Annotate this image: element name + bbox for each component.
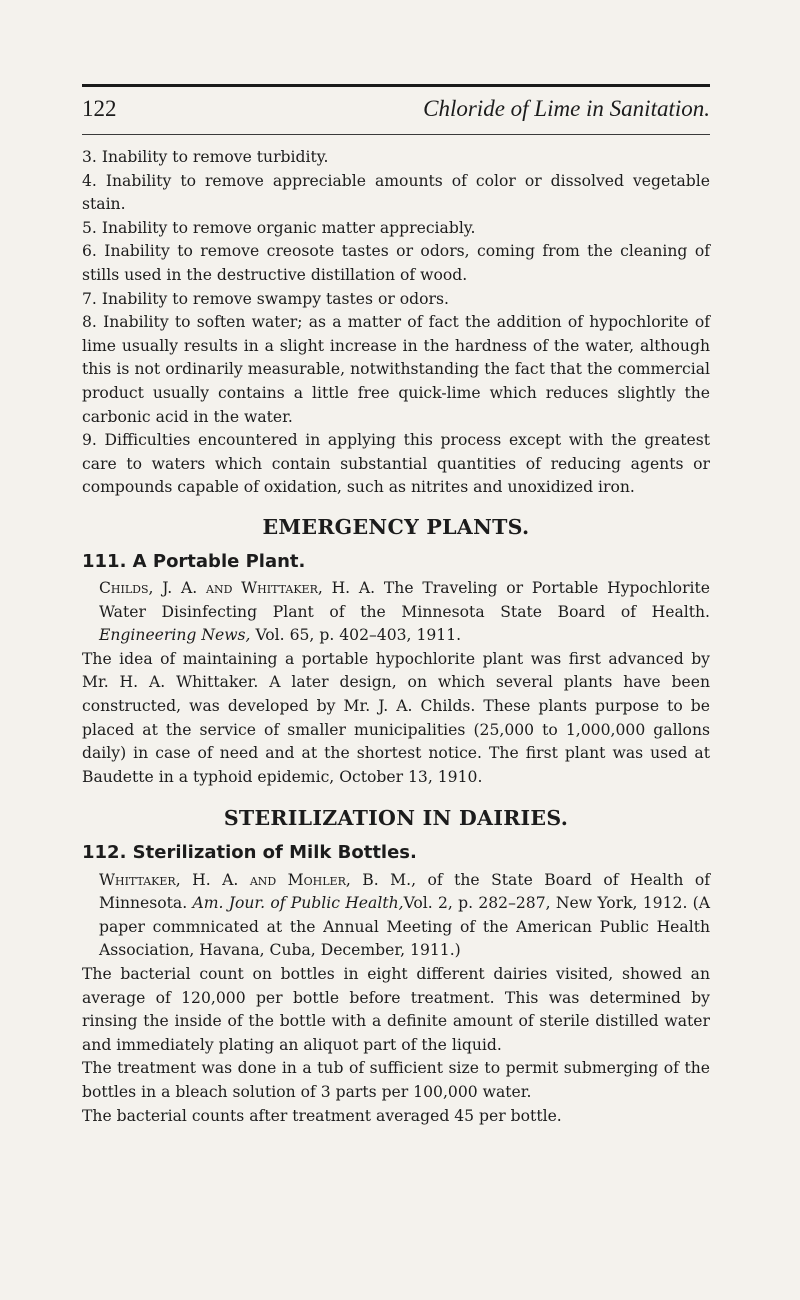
reference-authors: Whittaker, H. A. and Mohler, B. M., — [99, 870, 417, 889]
body-paragraph: The bacterial counts after treatment averaged 45 per bottle. — [82, 1106, 562, 1125]
list-item: 9. Difficulties encountered in applying this process except with the greatest care to waters which contain substantial quantities of reducing agents or compounds capable of oxidation, such as nitrites and unoxidized iron. — [82, 431, 710, 497]
list-item: 8. Inability to soften water; as a matter of fact the addition of hypochlorite of lime usually results in a slight increase in the hardness of the water, although this is not ordinarily measurable, notwithstanding the fact that the commercial product usually contains a little free quick-lime which reduces slightly the carbonic acid in the water. — [82, 313, 710, 426]
list-item: 6. Inability to remove creosote tastes or odors, coming from the cleaning of stills used in the destructive distillation of wood. — [82, 242, 710, 284]
page-content — [82, 146, 710, 1128]
page-number: 122 — [82, 96, 117, 121]
header-bottom-rule — [82, 134, 710, 135]
section-heading-emergency-plants: EMERGENCY PLANTS. — [262, 514, 530, 539]
running-title: Chloride of Lime in Sanitation. — [423, 96, 710, 121]
list-item: 4. Inability to remove appreciable amounts of color or dissolved vegetable stain. — [82, 171, 710, 214]
list-item: 3. Inability to remove turbidity. — [82, 148, 329, 166]
section-heading-sterilization-in-dairies: STERILIZATION IN DAIRIES. — [223, 806, 569, 831]
section-title-portable-plant: 111. A Portable Plant. — [82, 550, 306, 572]
reference-details: Vol. 65, p. 402–403, 1911. — [250, 626, 462, 645]
body-paragraph: The bacterial count on bottles in eight different dairies visited, showed an average of 120,000 per bottle before treatment. This was determined by rinsing the inside of the bottle with a definite amount of sterile distilled water and immediately plating an aliquot part of the liquid. — [82, 965, 710, 1054]
reference-title: The Traveling or Portable Hypochlorite Water Disinfecting Plant of the Minnesota State Board of Health. — [99, 579, 711, 621]
body-paragraph: The idea of maintaining a portable hypochlorite plant was first advanced by Mr. H. A. Whittaker. A later design, on which several plants have been constructed, was developed by Mr. J. A. Childs. These plants purpose to be placed at the service of smaller municipalities (25,000 to 1,000,000 gallons daily) in case of need and at the shortest notice. The first plant was used at Baudette in a typhoid epidemic, October 13, 1910. — [82, 649, 710, 786]
reference-journal: Engineering News, — [99, 626, 251, 645]
header-top-rule — [82, 84, 710, 87]
reference-details: Vol. 2, p. 282–287, New York, 1912. (A paper commnicated at the Annual Meeting of the American Public Health Association, Havana, Cuba, December, 1911.) — [99, 894, 710, 960]
reference-citation — [82, 869, 710, 963]
reference-journal: Am. Jour. of Public Health, — [192, 894, 404, 913]
reference-authors: Childs, J. A. and Whittaker, H. A. — [99, 579, 376, 598]
section-title-milk-bottles: 112. Sterilization of Milk Bottles. — [82, 842, 417, 864]
body-paragraph: The treatment was done in a tub of sufficient size to permit submerging of the bottles in a bleach solution of 3 parts per 100,000 water. — [82, 1059, 710, 1101]
reference-title: of the State Board of Health of Minnesota. — [99, 870, 710, 913]
reference-citation — [82, 577, 710, 648]
list-item: 7. Inability to remove swampy tastes or odors. — [82, 289, 449, 308]
list-item: 5. Inability to remove organic matter appreciably. — [82, 218, 476, 237]
page-header — [82, 96, 710, 128]
